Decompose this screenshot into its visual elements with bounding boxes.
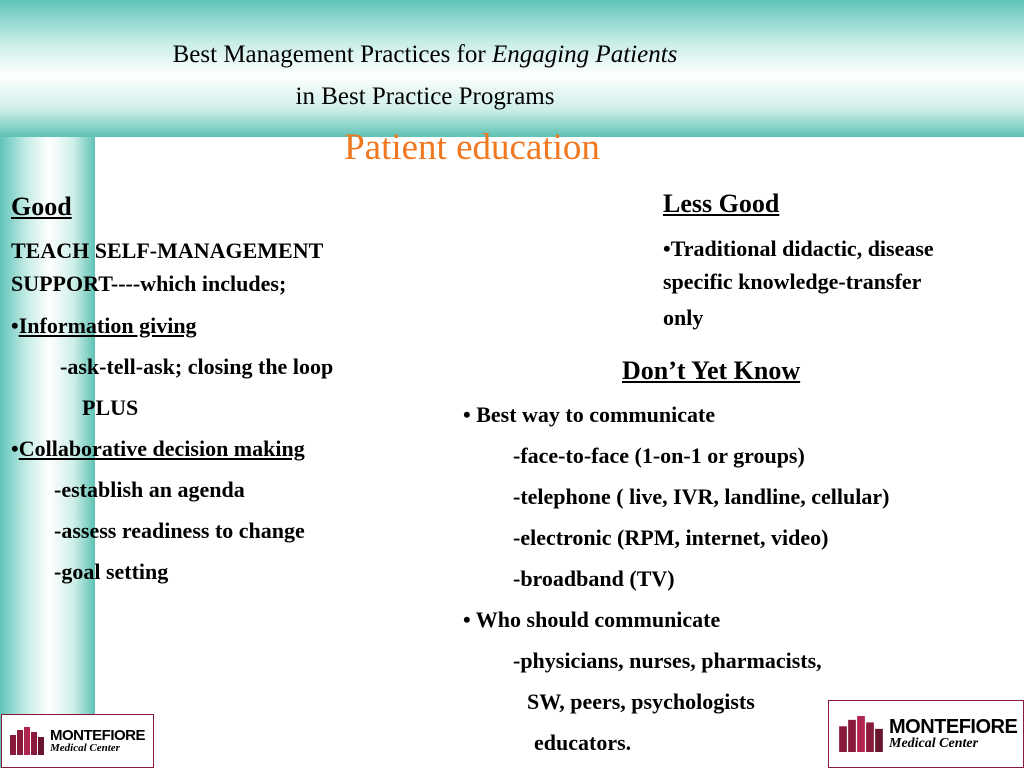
dont-know-b1-sub-1: -face-to-face (1-on-1 or groups) bbox=[513, 443, 805, 468]
collab-decision-item bbox=[11, 436, 305, 462]
good-line-2: SUPPORT----which includes; bbox=[11, 271, 287, 296]
title-line-2: in Best Practice Programs bbox=[295, 83, 555, 110]
title-emphasis: Engaging Patients bbox=[491, 41, 678, 68]
plus-label: PLUS bbox=[82, 395, 139, 420]
collab-sub-1: -establish an agenda bbox=[54, 477, 245, 502]
logo-name: MONTEFIORE bbox=[889, 716, 1018, 738]
less-good-line-3: only bbox=[663, 305, 704, 330]
less-good-heading: Less Good bbox=[663, 189, 780, 218]
good-heading: Good bbox=[11, 192, 72, 221]
logo-sub: Medical Center bbox=[889, 736, 979, 751]
slide-title bbox=[0, 34, 850, 118]
collab-sub-3: -goal setting bbox=[54, 559, 169, 584]
dont-know-b1-sub-2: -telephone ( live, IVR, landline, cellular) bbox=[513, 484, 890, 509]
info-giving-label: Information giving bbox=[18, 313, 197, 338]
montefiore-logo-left bbox=[1, 714, 154, 768]
title-prefix: Best Management Practices for bbox=[172, 41, 492, 68]
collab-sub-2: -assess readiness to change bbox=[54, 518, 305, 543]
logo-name: MONTEFIORE bbox=[50, 727, 145, 744]
montefiore-mark-icon bbox=[10, 727, 44, 755]
collab-decision-label: Collaborative decision making bbox=[18, 436, 305, 461]
dont-know-b1-sub-4: -broadband (TV) bbox=[513, 566, 675, 591]
dont-know-heading: Don’t Yet Know bbox=[622, 356, 801, 385]
info-giving-item bbox=[11, 313, 197, 339]
bullet: • bbox=[11, 313, 19, 338]
dont-know-b2-sub-2: SW, peers, psychologists bbox=[527, 689, 755, 714]
dont-know-b1-sub-3: -electronic (RPM, internet, video) bbox=[513, 525, 829, 550]
montefiore-logo-right bbox=[828, 700, 1024, 768]
less-good-line-1: •Traditional didactic, disease bbox=[663, 236, 934, 261]
bullet: • bbox=[11, 436, 19, 461]
less-good-line-2: specific knowledge-transfer bbox=[663, 269, 922, 294]
dont-know-bullet-1: • Best way to communicate bbox=[463, 402, 716, 427]
logo-sub: Medical Center bbox=[50, 742, 120, 754]
dont-know-b2-sub-3: educators. bbox=[534, 730, 632, 755]
slide-subtitle: Patient education bbox=[344, 127, 600, 168]
title-line-1 bbox=[0, 34, 850, 76]
good-line-1: TEACH SELF-MANAGEMENT bbox=[11, 238, 324, 263]
dont-know-b2-sub-1: -physicians, nurses, pharmacists, bbox=[513, 648, 822, 673]
montefiore-mark-icon bbox=[839, 716, 883, 752]
info-giving-sub: -ask-tell-ask; closing the loop bbox=[60, 354, 334, 379]
dont-know-bullet-2: • Who should communicate bbox=[463, 607, 721, 632]
